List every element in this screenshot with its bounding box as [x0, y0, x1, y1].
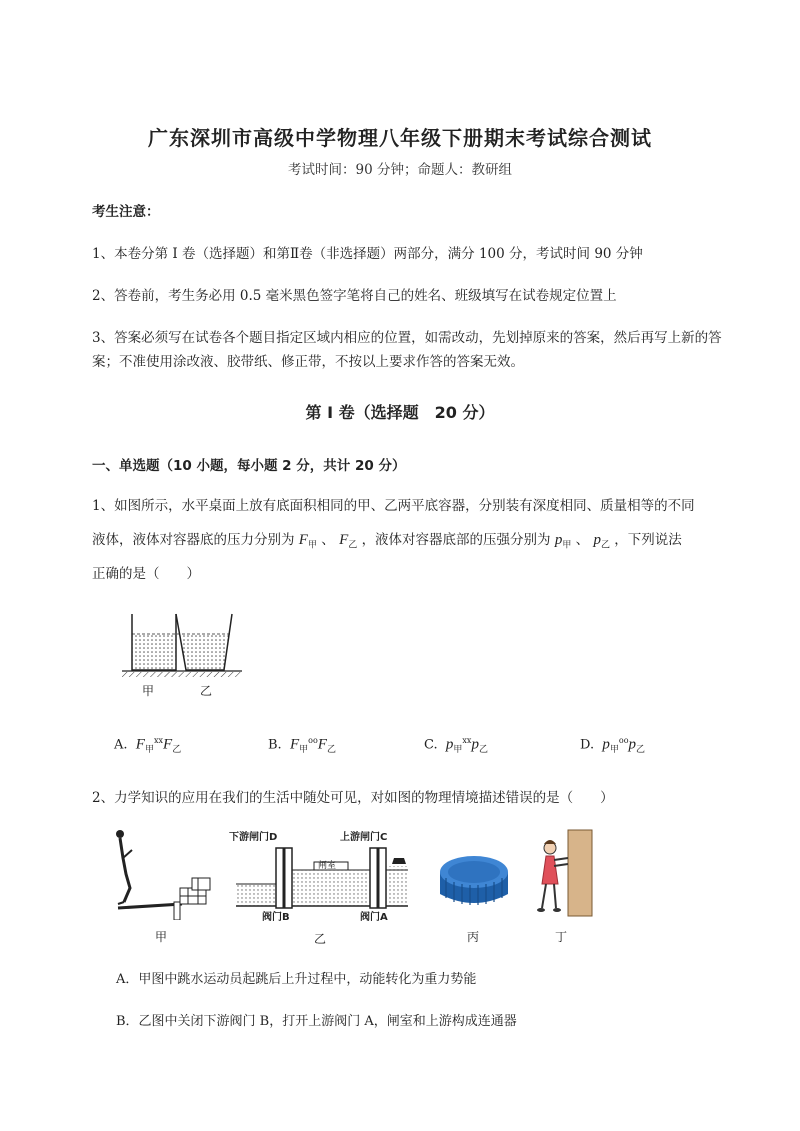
- q2-option-b[interactable]: B．乙图中关闭下游阀门 B，打开上游阀门 A，闸室和上游构成连通器: [116, 1014, 517, 1029]
- q2-fig-chamber-label: 闸室: [318, 861, 337, 871]
- q2-fig-diver: [110, 828, 215, 920]
- q1-line2: 液体，液体对容器底的压力分别为 $F_甲$ 、 $F_乙$ ，液体对容器底部的压强分别为 $p_甲$ 、 $p_乙$ ，下列说法: [92, 532, 682, 551]
- q1-option-a[interactable]: A. $F_甲^{xx}F_乙$: [114, 736, 182, 755]
- q2-fig-valve-a-label: 阀门A: [360, 912, 388, 923]
- q1-fig-label-yi: 乙: [200, 684, 213, 698]
- q2-fig-valve-b-label: 阀门B: [262, 912, 290, 923]
- q1-line1: 1、如图所示，水平桌面上放有底面积相同的甲、乙两平底容器，分别装有深度相同、质量相等的不同: [92, 498, 695, 514]
- q2-fig-label-jia: 甲: [155, 930, 168, 944]
- section-title: 第 I 卷（选择题 20 分）: [305, 403, 495, 422]
- q1-option-c[interactable]: C. $p_甲^{xx}p_乙$: [424, 736, 488, 755]
- q2-option-a[interactable]: A．甲图中跳水运动员起跳后上升过程中，动能转化为重力势能: [116, 972, 477, 987]
- part-heading: 一、单选题（10 小题，每小题 2 分，共计 20 分）: [92, 458, 406, 474]
- exam-title: 广东深圳市高级中学物理八年级下册期末考试综合测试: [148, 126, 652, 150]
- q2-fig-up-gate-label: 上游闸门C: [340, 832, 388, 843]
- q2-stem: 2、力学知识的应用在我们的生活中随处可见，对如图的物理情境描述错误的是（ ）: [92, 790, 614, 806]
- notice-item-2: 2、答卷前，考生务必用 0.5 毫米黑色签字笔将自己的姓名、班级填写在试卷规定位置上: [92, 288, 617, 304]
- exam-subtitle: 考试时间：90 分钟；命题人：教研组: [288, 162, 512, 178]
- q2-fig-push-wall: [532, 828, 594, 920]
- notice-heading: 考生注意：: [92, 204, 160, 220]
- notice-item-3: 3、答案必须写在试卷各个题目指定区域内相应的位置，如需改动，先划掉原来的答案，然后再写上新的答案；不准使用涂改液、胶带纸、修正带，不按以上要求作答的答案无效。: [92, 330, 722, 370]
- q1-option-d[interactable]: D. $p_甲^{oo}p_乙$: [580, 736, 646, 755]
- notice-item-1: 1、本卷分第 I 卷（选择题）和第Ⅱ卷（非选择题）两部分，满分 100 分，考试时间 90 分钟: [92, 246, 643, 262]
- q2-fig-label-yi: 乙: [314, 932, 327, 946]
- q2-fig-bottle-cap: [434, 846, 514, 916]
- q2-fig-label-bing: 丙: [467, 930, 480, 944]
- q1-containers-figure: [118, 610, 248, 700]
- q2-fig-down-gate-label: 下游闸门D: [229, 832, 278, 843]
- q2-fig-label-ding: 丁: [555, 930, 568, 944]
- q1-line3: 正确的是（ ）: [92, 566, 200, 582]
- q1-option-b[interactable]: B. $F_甲^{oo}F_乙$: [268, 736, 336, 755]
- q1-fig-label-jia: 甲: [142, 684, 155, 698]
